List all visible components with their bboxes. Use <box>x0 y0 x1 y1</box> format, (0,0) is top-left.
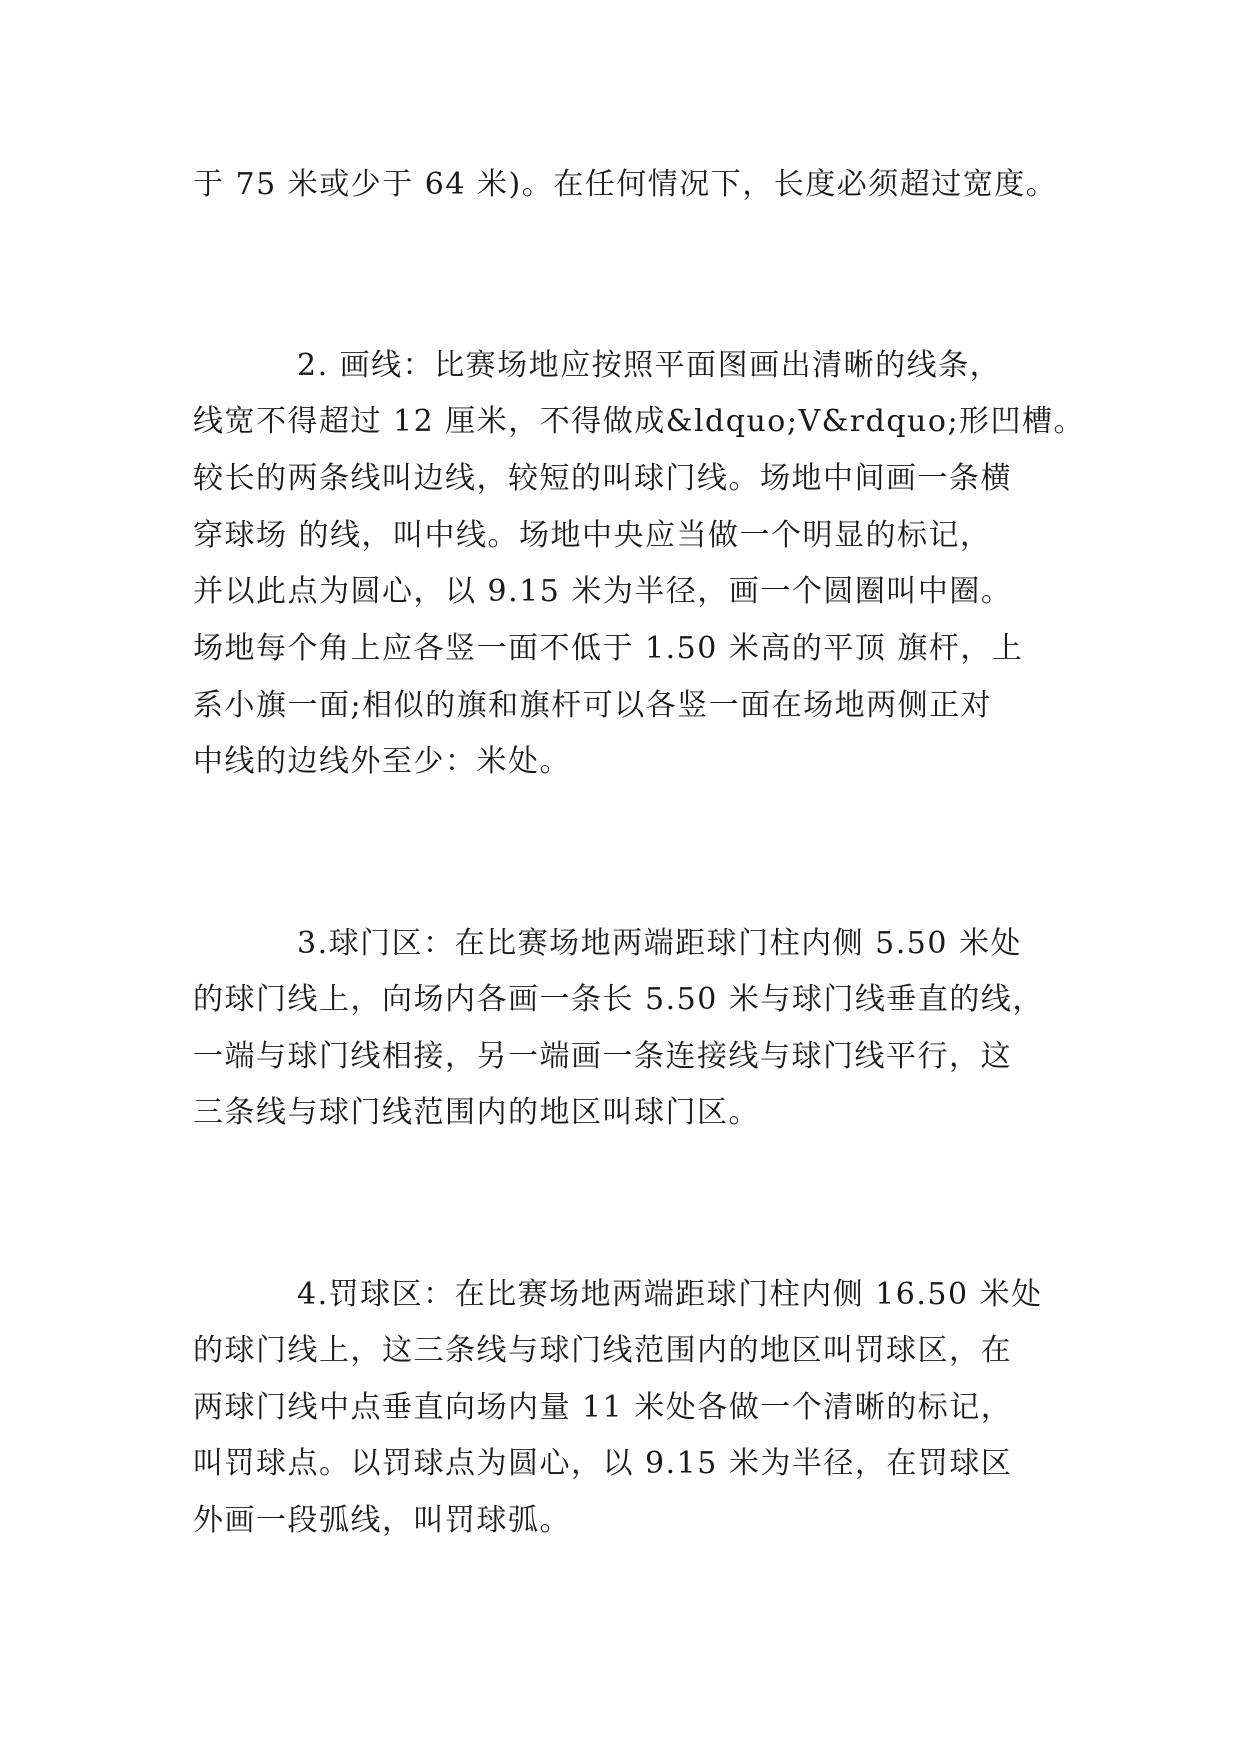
paragraph-line: 系小旗一面;相似的旗和旗杆可以各竖一面在场地两侧正对 <box>193 688 993 723</box>
paragraph-line: 两球门线中点垂直向场内量 11 米处各做一个清晰的标记， <box>193 1390 1013 1425</box>
paragraph-line: 叫罚球点。以罚球点为圆心，以 9.15 米为半径，在罚球区 <box>193 1446 1013 1481</box>
paragraph-line: 3.球门区：在比赛场地两端距球门柱内侧 5.50 米处 <box>297 926 1022 961</box>
paragraph-line: 中线的边线外至少：米处。 <box>193 744 571 779</box>
paragraph-line: 线宽不得超过 12 厘米，不得做成&ldquo;V&rdquo;形凹槽。 <box>193 404 1086 439</box>
paragraph-line: 并以此点为圆心，以 9.15 米为半径，画一个圆圈叫中圈。 <box>193 574 1013 609</box>
paragraph-line: 于 75 米或少于 64 米)。在任何情况下，长度必须超过宽度。 <box>193 167 1058 202</box>
paragraph-line: 场地每个角上应各竖一面不低于 1.50 米高的平顶 旗杆，上 <box>193 631 1024 666</box>
paragraph-line: 穿球场 的线，叫中线。场地中央应当做一个明显的标记， <box>193 518 992 553</box>
paragraph-line: 三条线与球门线范围内的地区叫球门区。 <box>193 1095 760 1130</box>
paragraph-line: 较长的两条线叫边线，较短的叫球门线。场地中间画一条横 <box>193 461 1012 496</box>
paragraph-line: 的球门线上，这三条线与球门线范围内的地区叫罚球区，在 <box>193 1333 1012 1368</box>
paragraph-line: 外画一段弧线，叫罚球弧。 <box>193 1503 571 1538</box>
paragraph-line: 2. 画线：比赛场地应按照平面图画出清晰的线条， <box>297 348 1002 383</box>
paragraph-line: 一端与球门线相接，另一端画一条连接线与球门线平行，这 <box>193 1039 1012 1074</box>
paragraph-line: 的球门线上，向场内各画一条长 5.50 米与球门线垂直的线， <box>193 982 1044 1017</box>
paragraph-line: 4.罚球区：在比赛场地两端距球门柱内侧 16.50 米处 <box>297 1277 1043 1312</box>
